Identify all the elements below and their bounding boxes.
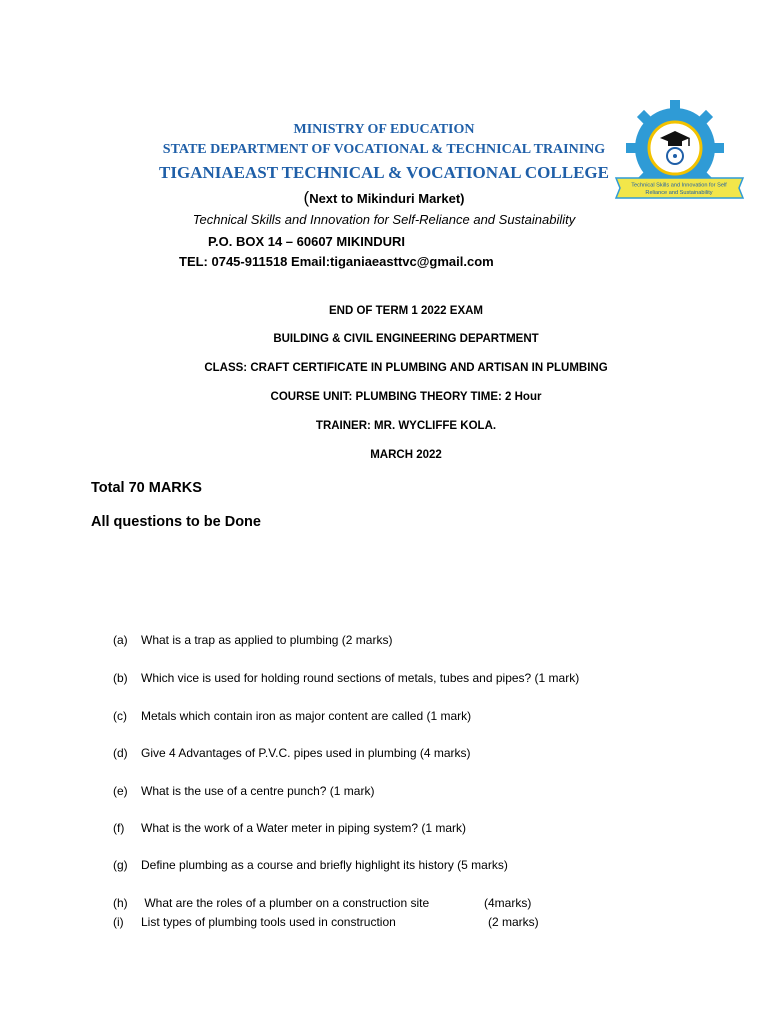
question-item (113, 633, 392, 647)
question-text: Give 4 Advantages of P.V.C. pipes used in plumbing (4 marks) (141, 746, 471, 760)
question-text: What is the use of a centre punch? (1 mark) (141, 784, 375, 798)
college-motto: Technical Skills and Innovation for Self-Reliance and Sustainability (192, 212, 576, 227)
location-paren: ( (303, 188, 310, 207)
exam-class: CLASS: CRAFT CERTIFICATE IN PLUMBING AND ARTISAN IN PLUMBING (204, 362, 608, 374)
question-text: List types of plumbing tools used in construction (141, 915, 396, 929)
question-item (113, 709, 471, 723)
exam-department: BUILDING & CIVIL ENGINEERING DEPARTMENT (273, 333, 539, 345)
exam-title: END OF TERM 1 2022 EXAM (328, 305, 483, 317)
question-item (113, 671, 579, 685)
exam-course-unit: COURSE UNIT: PLUMBING THEORY TIME: 2 Hour (270, 391, 542, 403)
question-item (113, 896, 532, 910)
question-text: What is the work of a Water meter in piping system? (1 mark) (141, 821, 466, 835)
location-text: Next to Mikinduri Market) (309, 191, 465, 206)
question-marks: (4marks) (484, 896, 532, 910)
postal-address: P.O. BOX 14 – 60607 MIKINDURI (208, 234, 406, 249)
question-item (113, 784, 374, 798)
question-label: (h) (113, 896, 128, 910)
question-text: What are the roles of a plumber on a construction site (141, 896, 430, 910)
question-label: (d) (113, 746, 128, 760)
question-text: What is a trap as applied to plumbing (2 marks) (141, 633, 393, 647)
college-logo (612, 98, 747, 203)
exam-trainer: TRAINER: MR. WYCLIFFE KOLA. (315, 420, 497, 432)
question-item (113, 821, 466, 835)
exam-date: MARCH 2022 (370, 449, 442, 461)
question-item (113, 858, 508, 872)
question-marks: (2 marks) (488, 915, 539, 929)
banner-text-2: Reliance and Sustainability (645, 190, 713, 196)
total-marks: Total 70 MARKS (91, 480, 202, 496)
question-label: (e) (113, 784, 128, 798)
question-text: Metals which contain iron as major content are called (1 mark) (141, 709, 472, 723)
banner-text-1: Technical Skills and Innovation for Self (631, 182, 727, 189)
question-text: Which vice is used for holding round sections of metals, tubes and pipes? (1 mark) (141, 671, 580, 685)
question-label: (f) (113, 821, 125, 835)
question-label: (b) (113, 671, 128, 685)
ministry-heading: MINISTRY OF EDUCATION (293, 122, 475, 137)
question-label: (c) (113, 709, 127, 723)
question-label: (i) (113, 915, 124, 929)
question-label: (g) (113, 858, 128, 872)
question-text: Define plumbing as a course and briefly highlight its history (5 marks) (141, 858, 508, 872)
motto-banner (616, 178, 743, 198)
college-name: TIGANIAEAST TECHNICAL & VOCATIONAL COLLEGE (159, 163, 609, 182)
question-item (113, 915, 539, 929)
state-department-heading: STATE DEPARTMENT OF VOCATIONAL & TECHNICAL TRAINING (162, 142, 606, 157)
question-label: (a) (113, 633, 128, 647)
exam-instruction: All questions to be Done (91, 514, 261, 530)
contact-details: TEL: 0745-911518 Email:tiganiaeasttvc@gmail.com (179, 254, 494, 269)
question-item (113, 746, 471, 760)
